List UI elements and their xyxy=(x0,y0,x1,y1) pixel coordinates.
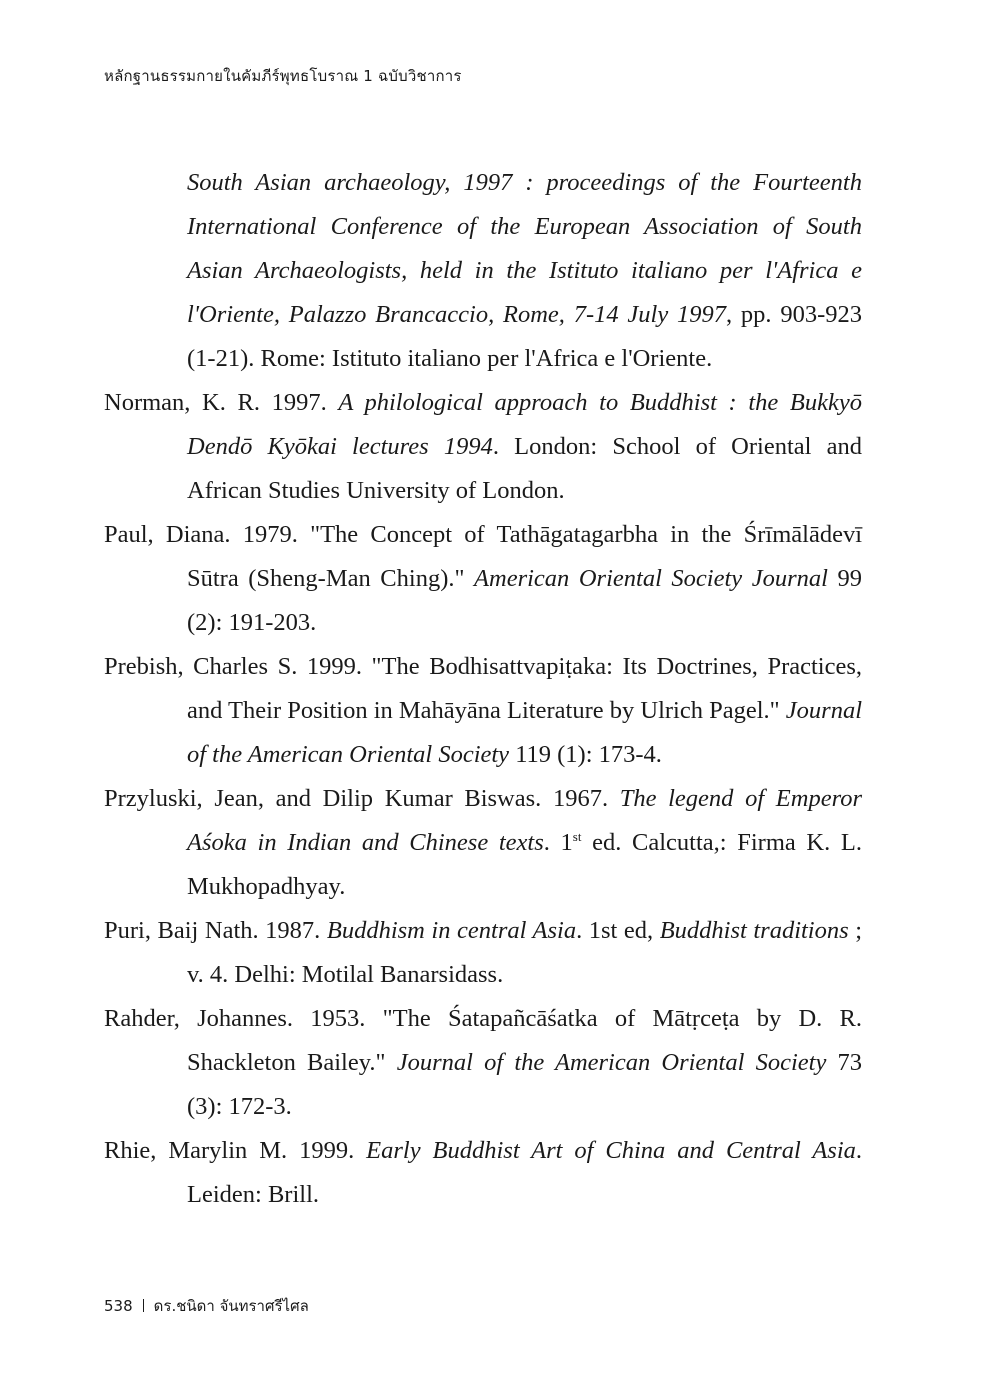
citation-text: . 1 xyxy=(543,829,573,856)
italic-title-text: American Oriental Society Journal xyxy=(474,565,828,592)
italic-title-text: The legend of Emperor Aśoka in Indian and Chinese texts xyxy=(187,785,862,856)
superscript-text: st xyxy=(572,828,582,844)
citation-text: ; v. 4. Delhi: Motilal Banarsidass. xyxy=(187,917,863,988)
citation-text: 73 (3): 172-3. xyxy=(187,1049,862,1120)
bibliography-list xyxy=(104,161,862,1217)
italic-title-text: South Asian archaeology, 1997 : proceedings of the Fourteenth International Conference of the European Association of South Asian Archaeologists, held in the Istituto italiano per l'Africa e l'Oriente, Palazzo Brancaccio, Rome, 7-14 July 1997 xyxy=(187,169,862,328)
bibliography-entry xyxy=(104,645,862,777)
footer-separator xyxy=(143,1299,144,1312)
citation-text: Przyluski, Jean, and Dilip Kumar Biswas. 1967. xyxy=(104,785,620,812)
citation-text: 119 (1): 173-4. xyxy=(509,741,662,768)
citation-text: ed. Calcutta,: Firma K. L. Mukhopadhyay. xyxy=(187,829,862,900)
author-name: ดร.ชนิดา จันทราศรีไศล xyxy=(153,1297,309,1315)
citation-text: . Leiden: Brill. xyxy=(187,1137,862,1208)
italic-title-text: Early Buddhist Art of China and Central Asia xyxy=(366,1137,856,1164)
bibliography-entry xyxy=(104,1129,862,1217)
italic-title-text: Buddhist traditions xyxy=(659,917,849,944)
italic-title-text: Journal of the American Oriental Society xyxy=(187,697,862,768)
bibliography-entry xyxy=(104,161,862,381)
bibliography-entry xyxy=(104,381,862,513)
citation-text: . London: School of Oriental and African Studies University of London. xyxy=(187,433,862,504)
citation-text: . 1st ed, xyxy=(576,917,660,944)
italic-title-text: Buddhism in central Asia xyxy=(326,917,577,944)
running-header: หลักฐานธรรมกายในคัมภีร์พุทธโบราณ 1 ฉบับวิชาการ xyxy=(104,67,462,85)
citation-text: Paul, Diana. 1979. "The Concept of Tathāgatagarbha in the Śrīmālādevī Sūtra (Sheng-Man Ching)." xyxy=(104,521,862,592)
citation-text: Puri, Baij Nath. 1987. xyxy=(104,917,327,944)
page-number: 538 xyxy=(104,1297,133,1315)
italic-title-text: A philological approach to Buddhist : the Bukkyō Dendō Kyōkai lectures 1994 xyxy=(187,389,862,460)
bibliography-entry xyxy=(104,513,862,645)
bibliography-entry xyxy=(104,909,862,997)
bibliography-entry xyxy=(104,997,862,1129)
bibliography-entry xyxy=(104,777,862,909)
citation-text: , pp. 903-923 (1-21). Rome: Istituto italiano per l'Africa e l'Oriente. xyxy=(187,301,862,372)
citation-text: 99 (2): 191-203. xyxy=(187,565,862,636)
citation-text: Rhie, Marylin M. 1999. xyxy=(104,1137,367,1164)
citation-text: Norman, K. R. 1997. xyxy=(104,389,339,416)
page-footer xyxy=(104,1294,309,1318)
citation-text: Rahder, Johannes. 1953. "The Śatapañcāśatka of Mātṛceṭa by D. R. Shackleton Bailey." xyxy=(104,1005,862,1076)
citation-text: Prebish, Charles S. 1999. "The Bodhisattvapiṭaka: Its Doctrines, Practices, and Their Position in Mahāyāna Literature by Ulrich Pagel." xyxy=(104,653,862,724)
italic-title-text: Journal of the American Oriental Society xyxy=(396,1049,827,1076)
